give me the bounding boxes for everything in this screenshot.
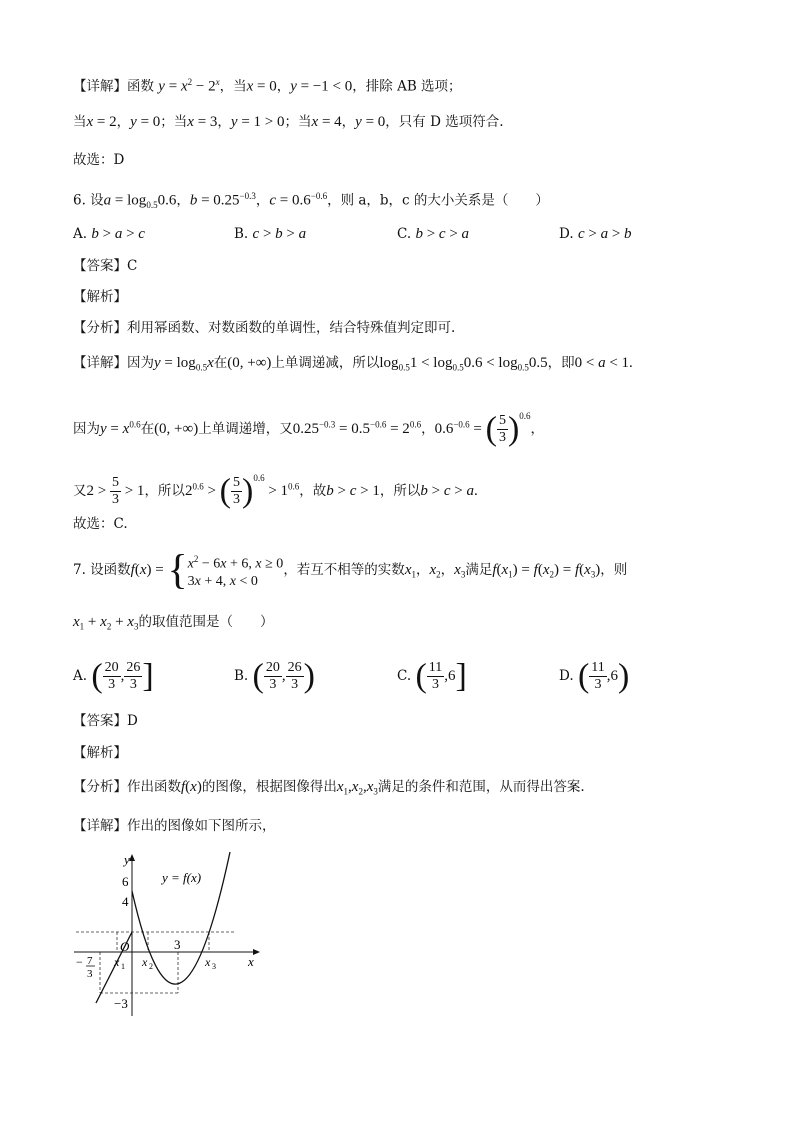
function-graph bbox=[70, 848, 270, 1018]
tick-m73-den: 3 bbox=[87, 968, 93, 980]
q7-option-b[interactable]: B. ( $\frac{20}{3}$ , $\frac{26}{3}$ ) bbox=[234, 657, 315, 695]
q6-detail-line1: 【详解】因为$y = \log_{0.5}x$在(0, +∞)上单调递减，所以$\log_{0.5}1 < \log_{0.5}0.6 < \log_{0.5}0.5$，即0 < a < 1. bbox=[73, 355, 633, 373]
x1-sub: 1 bbox=[121, 962, 125, 971]
q7-stem-line1: 7. 设函数f(x) = { $x^2 - 6x + 6$, x ≥ 0 3x + 4, x < 0 ，若互不相等的实数$x_1$，$x_2$，$x_3$满足$f(x_1) = f(x_2) = f(x_3)$，则 bbox=[73, 547, 628, 594]
tick-m73-num: 7 bbox=[87, 955, 93, 967]
q7-option-c[interactable]: C. ( $\frac{11}{3}$ ,6] bbox=[397, 657, 467, 695]
q6-option-c[interactable]: C. b > c > a bbox=[397, 226, 470, 242]
q5-detail-line2: 当x = 2，y = 0；当x = 3，y = 1 > 0；当x = 4，y = 0，只有 D 选项符合. bbox=[73, 114, 504, 130]
x3-sub: 3 bbox=[212, 962, 216, 971]
q6-detail-line2: 因为$y = x^{0.6}$在(0, +∞)上单调递增，又$0.25^{-0.3} = 0.5^{-0.6} = 2^{0.6}$，$0.6^{-0.6}$ = ( $\frac{5}{3}$ )$^{0.6}$， bbox=[73, 410, 545, 448]
function-label: y = f(x) bbox=[162, 870, 202, 885]
x2-sub: 2 bbox=[149, 962, 153, 971]
q7-option-a[interactable]: A. ( $\frac{20}{3}$ , $\frac{26}{3}$ ] bbox=[73, 657, 154, 695]
q6-stem: 6. 设$a = \log_{0.5}0.6$，$b = 0.25^{-0.3}$，$c = 0.6^{-0.6}$，则 a，b，c 的大小关系是（ ） bbox=[73, 191, 549, 211]
q6-analysis: 【分析】利用幂函数、对数函数的单调性，结合特殊值判定即可. bbox=[73, 320, 456, 336]
q7-stem-line2: $x_1 + x_2 + x_3$的取值范围是（ ） bbox=[73, 614, 274, 632]
x-axis-arrow bbox=[253, 949, 260, 955]
q7-analysis-tag: 【解析】 bbox=[73, 745, 127, 761]
q6-analysis-tag: 【解析】 bbox=[73, 289, 127, 305]
q6-option-d[interactable]: D. c > a > b bbox=[559, 226, 632, 242]
q6-answer: 【答案】C bbox=[73, 258, 138, 274]
y-axis-label: y bbox=[124, 852, 130, 867]
y-axis-arrow bbox=[129, 854, 135, 861]
tick-4: 4 bbox=[122, 894, 129, 909]
x1-label: x bbox=[114, 955, 120, 969]
x-axis-label: x bbox=[248, 954, 254, 969]
tick-m3: −3 bbox=[114, 996, 128, 1011]
tick-3: 3 bbox=[174, 937, 181, 952]
q7-detail: 【详解】作出的图像如下图所示， bbox=[73, 818, 276, 834]
q5-detail-line1: 【详解】函数 $y = x^2 - 2^x$，当x = 0，y = −1 < 0，排除 AB 选项； bbox=[73, 77, 462, 95]
q7-answer: 【答案】D bbox=[73, 713, 138, 729]
q6-option-b[interactable]: B. c > b > a bbox=[234, 226, 307, 242]
tick-6: 6 bbox=[122, 874, 129, 889]
q7-option-d[interactable]: D. ( $\frac{11}{3}$ ,6) bbox=[559, 657, 630, 695]
tick-m73-minus: − bbox=[76, 955, 83, 969]
q7-analysis: 【分析】作出函数f(x)的图像，根据图像得出$x_1,x_2,x_3$满足的条件和范围，从而得出答案. bbox=[73, 779, 585, 797]
q6-option-a[interactable]: A. b > a > c bbox=[73, 226, 145, 242]
detail-tag: 【详解】 bbox=[73, 78, 127, 95]
q6-detail-line3: 又2 > $\frac{5}{3}$ > 1，所以$2^{0.6}$ > ( $\frac{5}{3}$ )$^{0.6} > 1^{0.6}$，故b > c > 1，所以b > c > a. bbox=[73, 472, 478, 510]
q6-choose: 故选：C. bbox=[73, 516, 128, 532]
q5-choose: 故选：D bbox=[73, 152, 125, 168]
x2-label: x bbox=[142, 955, 148, 969]
origin-label: O bbox=[120, 939, 130, 954]
x3-label: x bbox=[205, 955, 211, 969]
